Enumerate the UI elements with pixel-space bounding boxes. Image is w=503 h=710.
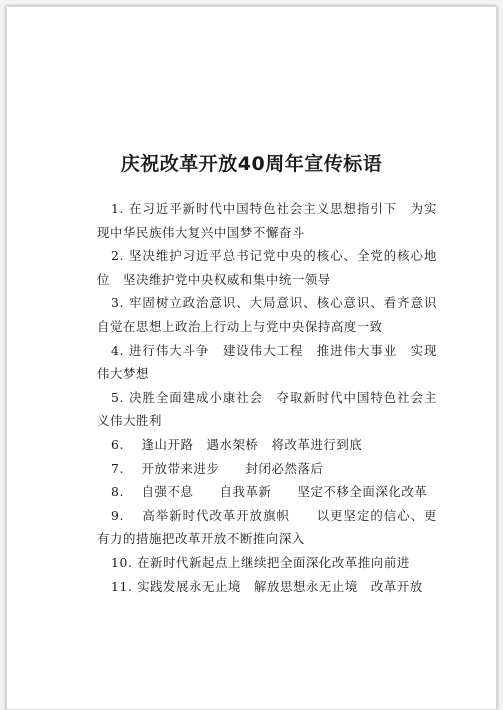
item-text: 逢山开路 遇水架桥 将改革进行到底: [128, 436, 363, 452]
item-number: 5.: [111, 389, 125, 405]
item-text: 自强不息 自我革新 坚定不移全面深化改革: [128, 484, 428, 500]
item-text: 实践发展永无止境 解放思想永无止境 改革开放: [137, 578, 423, 594]
list-item: [97, 551, 437, 575]
item-text: 高举新时代改革开放旗帜 以更坚定的信心、更有力的措施把改革开放不断推向深入: [97, 507, 437, 547]
list-item: [97, 504, 437, 551]
list-item: [97, 386, 437, 433]
item-text: 开放带来进步 封闭必然落后: [128, 460, 324, 476]
list-item: [97, 575, 437, 599]
slogan-list: [97, 197, 437, 598]
item-number: 8.: [111, 484, 125, 500]
list-item: [97, 339, 437, 386]
item-text: 决胜全面建成小康社会 夺取新时代中国特色社会主义伟大胜利: [97, 389, 437, 429]
list-item: [97, 457, 437, 481]
item-text: 进行伟大斗争 建设伟大工程 推进伟大事业 实现伟大梦想: [97, 342, 437, 382]
item-number: 9.: [111, 507, 125, 523]
item-number: 2.: [111, 248, 125, 264]
document-title: 庆祝改革开放40周年宣传标语: [120, 153, 383, 175]
item-text: 坚决维护习近平总书记党中央的核心、全党的核心地位 坚决维护党中央权威和集中统一领导: [97, 248, 437, 287]
item-number: 7.: [111, 460, 125, 476]
document-page: [6, 6, 497, 710]
item-number: 1.: [111, 201, 125, 216]
item-number: 10.: [111, 554, 133, 570]
list-item: [97, 433, 437, 457]
list-item: [97, 480, 437, 504]
item-number: 11.: [111, 578, 133, 594]
list-item: [97, 291, 437, 338]
list-item: [97, 244, 437, 291]
item-text: 在习近平新时代中国特色社会主义思想指引下 为实现中华民族伟大复兴中国梦不懈奋斗: [97, 201, 437, 240]
item-text: 牢固树立政治意识、大局意识、核心意识、看齐意识自觉在思想上政治上行动上与党中央保持高度一致: [97, 295, 437, 334]
item-number: 3.: [111, 295, 125, 311]
list-item: [97, 197, 437, 244]
item-number: 4.: [111, 342, 125, 358]
item-text: 在新时代新起点上继续把全面深化改革推向前进: [137, 554, 410, 570]
item-number: 6.: [111, 436, 125, 452]
